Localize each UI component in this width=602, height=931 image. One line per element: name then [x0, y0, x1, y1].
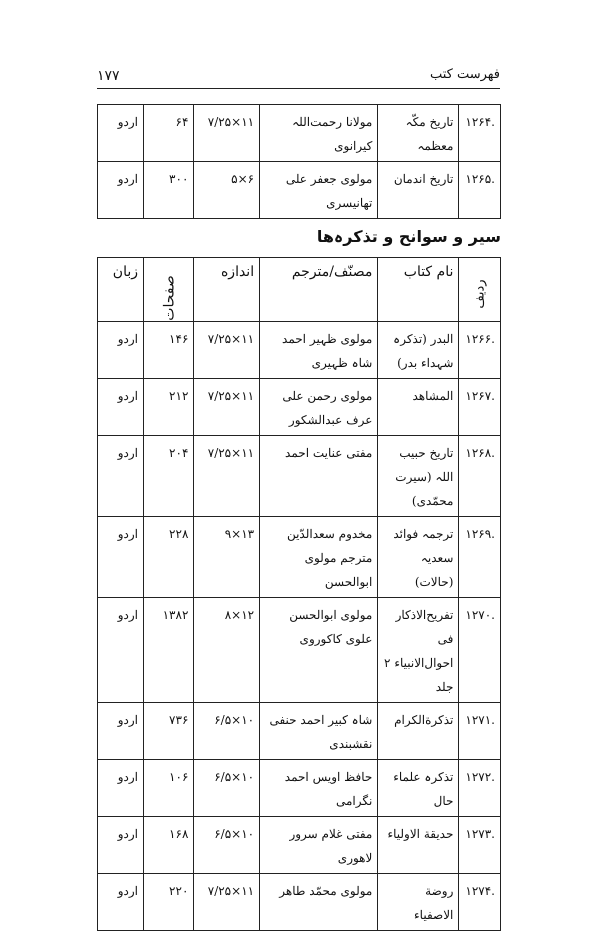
book-title: تاریخ اندمان: [378, 162, 459, 219]
table-header-row: [98, 258, 501, 322]
book-title: تاریخ مکّہ معظمہ: [378, 105, 459, 162]
page-count: ۲۰۴: [144, 436, 194, 517]
book-language: اردو: [98, 162, 144, 219]
book-title: المشاهد: [378, 379, 459, 436]
header-size: اندازه: [194, 258, 260, 322]
book-size: ۱۱×۷/۲۵: [194, 874, 260, 931]
serial-number: .۱۲۶۴: [459, 105, 501, 162]
header-title: نام کتاب: [378, 258, 459, 322]
page-count: ۱۶۸: [144, 817, 194, 874]
page-count: ۲۲۰: [144, 874, 194, 931]
header-serial: [459, 258, 501, 322]
serial-number: .۱۲۶۶: [459, 322, 501, 379]
running-title: فهرست کتب: [429, 67, 500, 82]
table-row: [98, 874, 501, 931]
serial-number: .۱۲۷۴: [459, 874, 501, 931]
book-author: مولوی ظہیر احمد شاہ ظہیری: [260, 322, 378, 379]
book-author: مولوی ابوالحسن علوی کاکوروی: [260, 598, 378, 703]
book-table-biographies: [97, 257, 501, 931]
table-row: [98, 379, 501, 436]
book-title: تذکرہ علماء حال: [378, 760, 459, 817]
header-author: مصنّف/مترجم: [260, 258, 378, 322]
header-serial-label: ردیف: [472, 279, 488, 309]
book-author: مولوی رحمن علی عرف عبدالشکور: [260, 379, 378, 436]
book-author: شاہ کبیر احمد حنفی نقشبندی: [260, 703, 378, 760]
book-size: ۱۱×۷/۲۵: [194, 105, 260, 162]
serial-number: .۱۲۶۹: [459, 517, 501, 598]
table-row: [98, 162, 501, 219]
book-language: اردو: [98, 517, 144, 598]
book-language: اردو: [98, 874, 144, 931]
header-pages: [144, 258, 194, 322]
book-table-continued: [97, 104, 501, 219]
table-row: [98, 436, 501, 517]
book-language: اردو: [98, 703, 144, 760]
serial-number: .۱۲۶۵: [459, 162, 501, 219]
table-row: [98, 760, 501, 817]
page-count: ۱۳۸۲: [144, 598, 194, 703]
book-size: ۱۱×۷/۲۵: [194, 322, 260, 379]
page-number: ۱۷۷: [97, 68, 120, 84]
header-pages-label: صفحات: [161, 275, 178, 321]
book-size: ۱۳×۹: [194, 517, 260, 598]
book-language: اردو: [98, 598, 144, 703]
book-title: روضة الاصفیاء: [378, 874, 459, 931]
book-title: البدر (تذکرہ شہداء بدر): [378, 322, 459, 379]
table-row: [98, 817, 501, 874]
book-size: ۱۰×۶/۵: [194, 703, 260, 760]
book-size: ۶×۵: [194, 162, 260, 219]
serial-number: .۱۲۷۳: [459, 817, 501, 874]
book-size: ۱۰×۶/۵: [194, 817, 260, 874]
book-author: مولانا رحمت‌اللہ کیرانوی: [260, 105, 378, 162]
serial-number: .۱۲۶۸: [459, 436, 501, 517]
serial-number: .۱۲۷۰: [459, 598, 501, 703]
header-language: زبان: [98, 258, 144, 322]
book-size: ۱۱×۷/۲۵: [194, 436, 260, 517]
book-language: اردو: [98, 379, 144, 436]
page-count: ۱۰۶: [144, 760, 194, 817]
page-count: ۲۲۸: [144, 517, 194, 598]
book-language: اردو: [98, 322, 144, 379]
book-title: تاریخ حبیب اللہ (سیرت محمّدی): [378, 436, 459, 517]
book-author: مولوی جعفر علی تھانیسری: [260, 162, 378, 219]
page-count: ۱۴۶: [144, 322, 194, 379]
section-heading: سیر و سوانح و تذکرہ‌ها: [316, 227, 501, 246]
book-author: حافظ اویس احمد نگرامی: [260, 760, 378, 817]
book-author: مفتی عنایت احمد: [260, 436, 378, 517]
book-author: مفتی غلام سرور لاهوری: [260, 817, 378, 874]
book-table-biographies-body: [98, 322, 501, 931]
table-row: [98, 105, 501, 162]
book-author: مولوی محمّد طاهر: [260, 874, 378, 931]
book-language: اردو: [98, 817, 144, 874]
page-count: ۶۴: [144, 105, 194, 162]
table-row: [98, 598, 501, 703]
serial-number: .۱۲۶۷: [459, 379, 501, 436]
book-language: اردو: [98, 436, 144, 517]
book-language: اردو: [98, 105, 144, 162]
serial-number: .۱۲۷۱: [459, 703, 501, 760]
page-count: ۳۰۰: [144, 162, 194, 219]
book-size: ۱۰×۶/۵: [194, 760, 260, 817]
book-title: تذکرةالکرام: [378, 703, 459, 760]
page-count: ۷۳۶: [144, 703, 194, 760]
book-author: مخدوم سعدالدّین مترجم مولوی ابوالحسن: [260, 517, 378, 598]
book-language: اردو: [98, 760, 144, 817]
book-title: تفریح‌الاذکار فی احوال‌الانبیاء ۲ جلد: [378, 598, 459, 703]
book-title: حدیقة الاولیاء: [378, 817, 459, 874]
page-count: ۲۱۲: [144, 379, 194, 436]
table-row: [98, 703, 501, 760]
book-size: ۱۲×۸: [194, 598, 260, 703]
table-row: [98, 517, 501, 598]
table-row: [98, 322, 501, 379]
book-table-continued-body: [98, 105, 501, 219]
book-title: ترجمہ فوائد سعدیہ (حالات): [378, 517, 459, 598]
book-size: ۱۱×۷/۲۵: [194, 379, 260, 436]
page-header: [97, 64, 500, 89]
serial-number: .۱۲۷۲: [459, 760, 501, 817]
